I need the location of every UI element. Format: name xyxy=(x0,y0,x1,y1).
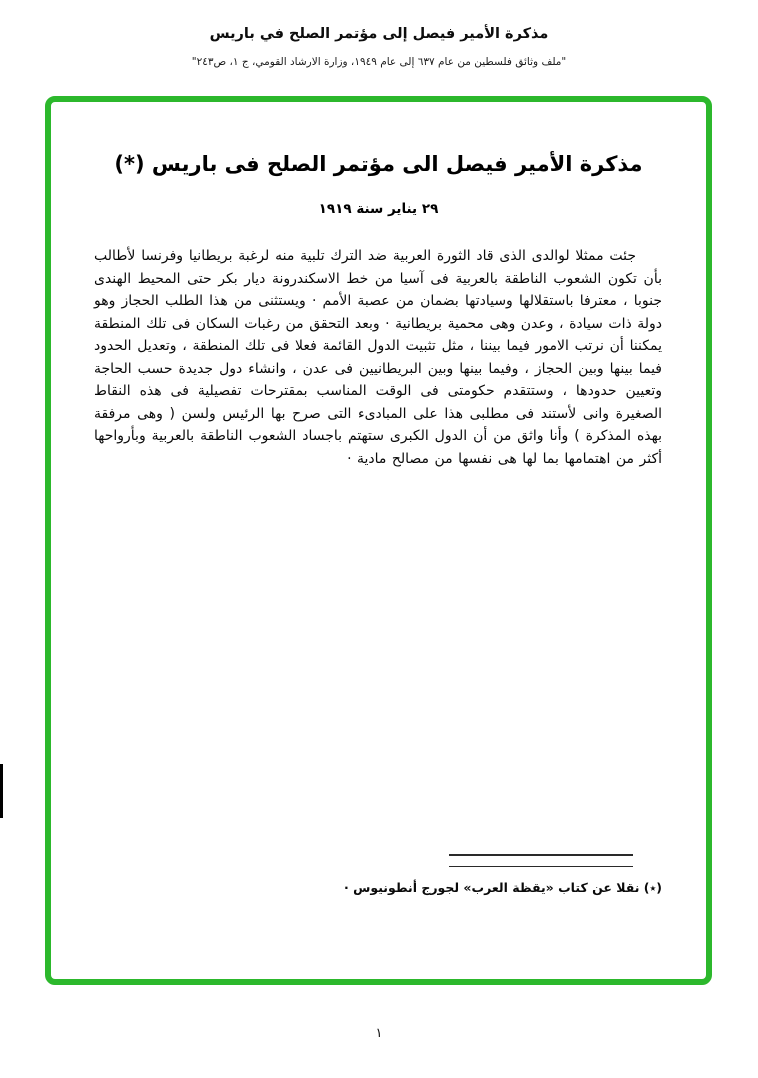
footnote-separator-line xyxy=(449,866,633,868)
document-title: مذكرة الأمير فيصل الى مؤتمر الصلح فى باريس (*) xyxy=(114,152,643,176)
page-number: ١ xyxy=(375,1026,383,1041)
page-header-source-line: "ملف وثائق فلسطين من عام ٦٣٧ إلى عام ١٩٤٩، وزارة الارشاد القومي، ج ١، ص٢٤٣" xyxy=(191,56,567,68)
document-green-frame xyxy=(45,96,712,985)
document-date: ٢٩ يناير سنة ١٩١٩ xyxy=(318,201,439,217)
page-header-title: مذكرة الأمير فيصل إلى مؤتمر الصلح في باريس xyxy=(209,26,549,42)
scan-edge-artifact xyxy=(0,764,3,818)
footnote-separator-line xyxy=(449,854,633,856)
footnote-separator xyxy=(449,854,633,868)
footnote-text: (٭) نقلا عن كتاب «يقظة العرب» لجورج أنطونيوس · xyxy=(344,880,662,895)
document-body-paragraph: جئت ممثلا لوالدى الذى قاد الثورة العربية ضد الترك تلبية منه لرغبة بريطانيا وفرنسا لأطالب بأن تكون الشعوب الناطقة بالعربية فى آسيا من خط الاسكندرونة ديار بكر حتى المحيط الهندى جنوبا ، معترفا باستقلالها وسيادتها بضمان من عصبة الأمم · ويستثنى من هذا الطلب الحجاز وهو دولة ذات سيادة ، وعدن وهى محمية بريطانية · وبعد التحقق من رغبات السكان فى تلك المنطقة يمكننا أن نرتب الامور فيما بيننا ، مثل تثبيت الدول القائمة فعلا فى تلك المنطقة ، وتعديل الحدود فيما بينها وبين الحجاز ، وفيما بينها وبين البريطانيين فى عدن ، وانشاء دول جديدة حسب الحاجة وتعيين حدودها ، وستتقدم حكومتى فى الوقت المناسب بمقترحات تفصيلية فى هذه النقاط الصغيرة وانى لأستند فى مطلبى هذا على المبادىء التى صرح بها الرئيس ولسن ( وهى مرفقة بهذه المذكرة ) وأنا واثق من أن الدول الكبرى ستهتم باجساد الشعوب الناطقة بالعربية وبأرواحها أكثر من اهتمامها بما لها هى نفسها من مصالح مادية · xyxy=(94,248,662,467)
